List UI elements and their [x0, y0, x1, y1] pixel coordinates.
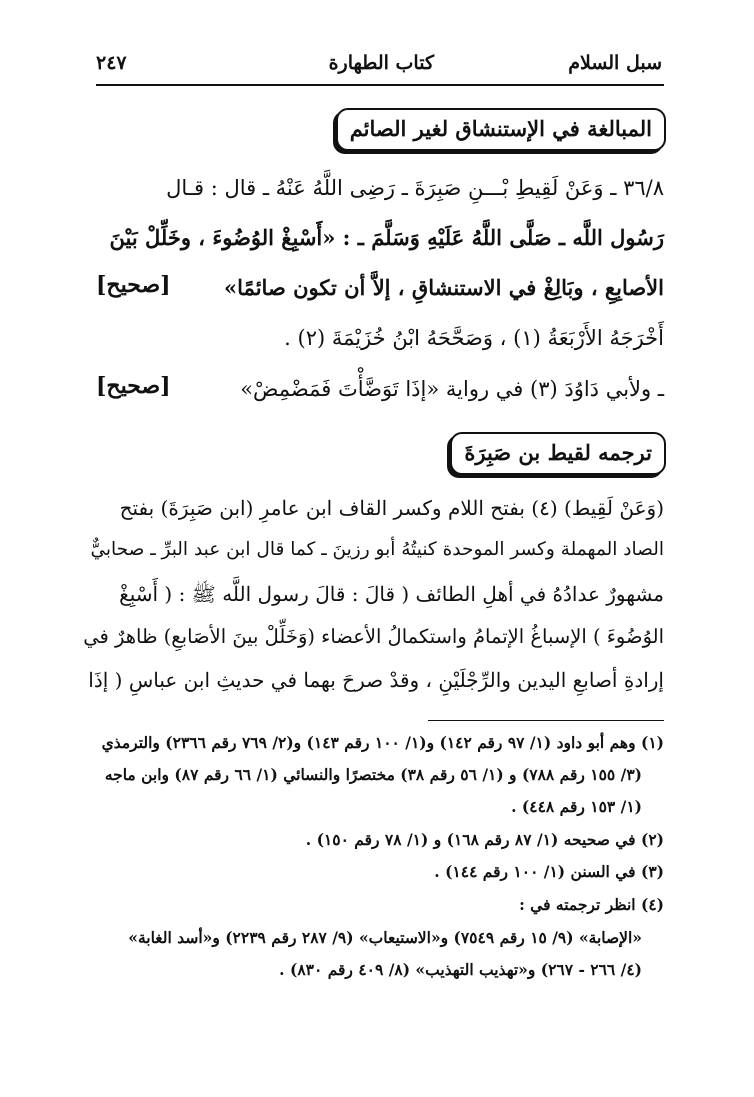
- page-header: [96, 52, 662, 82]
- hadith-line-5: ـ ولأبي دَاوُدَ (٣) في رواية «إذَا تَوَضَّأْتَ فَمَضْمِضْ»: [240, 377, 664, 401]
- footnote-line: (١) وهم أبو داود (١/ ٩٧ رقم ١٤٢) و(١/ ١٠٠ رقم ١٤٣) و(٢/ ٧٦٩ رقم ٢٣٦٦) والترمذي: [101, 733, 664, 752]
- footnote-line: (٤/ ٢٦٦ - ٢٦٧) و«تهذيب التهذيب» (٨/ ٤٠٩ رقم ٨٣٠) .: [279, 960, 642, 979]
- commentary-line-1: (وَعَنْ لَقِيط) (٤) بفتح اللام وكسر القاف ابن عامرِ (ابن صَبِرَةَ) بفتح: [119, 496, 664, 520]
- hadith-line-2: رَسُول اللَّه ـ صَلَّى اللَّهُ عَلَيْهِ وَسَلَّمَ ـ : «أَسْبِغْ الوُضُوءَ ، وخَلِّلْ بَيْنَ: [109, 225, 664, 250]
- footnote-divider: [428, 720, 664, 721]
- footnote-line: (٣) في السنن (١/ ١٠٠ رقم ١٤٤) .: [434, 862, 664, 881]
- footnote-line: «الإصابة» (٩/ ١٥ رقم ٧٥٤٩) و«الاستيعاب» (٩/ ٢٨٧ رقم ٢٢٣٩) و«أسد الغابة»: [128, 928, 642, 947]
- book-title: سبل السلام: [568, 52, 662, 74]
- hadith-line-3: الأصابِعِ ، وبَالِغْ في الاستنشاقِ ، إلاَّ أن تكون صائمًا»: [224, 275, 664, 300]
- footnote-line: (٤) انظر ترجمته في :: [519, 895, 664, 914]
- chapter-title: كتاب الطهارة: [328, 52, 434, 74]
- page-number: ٢٤٧: [96, 52, 127, 74]
- footnote-line: (٣/ ١٥٥ رقم ٧٨٨) و (١/ ٥٦ رقم ٣٨) مختصرًا والنسائي (١/ ٦٦ رقم ٨٧) وابن ماجه: [104, 765, 642, 784]
- commentary-line-2: الصاد المهملة وكسر الموحدة كنيتُهُ أبو رزينَ ـ كما قال ابن عبد البرِّ ـ صحابيٌّ: [90, 539, 664, 560]
- footnote-line: (١/ ١٥٣ رقم ٤٤٨) .: [511, 797, 642, 816]
- hadith-line-4: أَخْرَجَهُ الأَرْبَعَةُ (١) ، وَصَحَّحَهُ ابْنُ خُزَيْمَةَ (٢) .: [284, 326, 664, 350]
- section-heading-2: ترجمه لقيط بن صَبِرَةَ: [450, 432, 666, 475]
- footnote-line: (٢) في صحيحه (١/ ٨٧ رقم ١٦٨) و (١/ ٧٨ رقم ١٥٠) .: [305, 830, 664, 849]
- commentary-line-3: مشهورٌ عدادُهُ في أهلِ الطائف ( قالَ : قالَ رسول اللَّه ﷺ : ( أَسْبِغْ: [119, 582, 664, 606]
- grade-badge-2: [صحيح]: [96, 373, 171, 399]
- commentary-line-4: الوُضُوءَ ) الإسباغُ الإتمامُ واستكمالُ الأعضاء (وَخَلِّلْ بينَ الأصَابعِ) ظاهرٌ في: [83, 625, 664, 648]
- header-divider: [96, 84, 664, 86]
- hadith-line-1: ٣٦/٨ ـ وَعَنْ لَقِيطِ بْـــنِ صَبِرَةَ ـ رَضِى اللَّهُ عَنْهُ ـ قال : قـال: [166, 176, 664, 200]
- grade-badge-1: [صحيح]: [96, 272, 171, 298]
- section-heading-1: المبالغة في الإستنشاق لغير الصائم: [336, 108, 666, 151]
- commentary-line-5: إرادةِ أصابعِ اليدين والرِّجْلَيْنِ ، وقدْ صرحَ بهما في حديثِ ابن عباسِ ( إذَا: [88, 668, 664, 692]
